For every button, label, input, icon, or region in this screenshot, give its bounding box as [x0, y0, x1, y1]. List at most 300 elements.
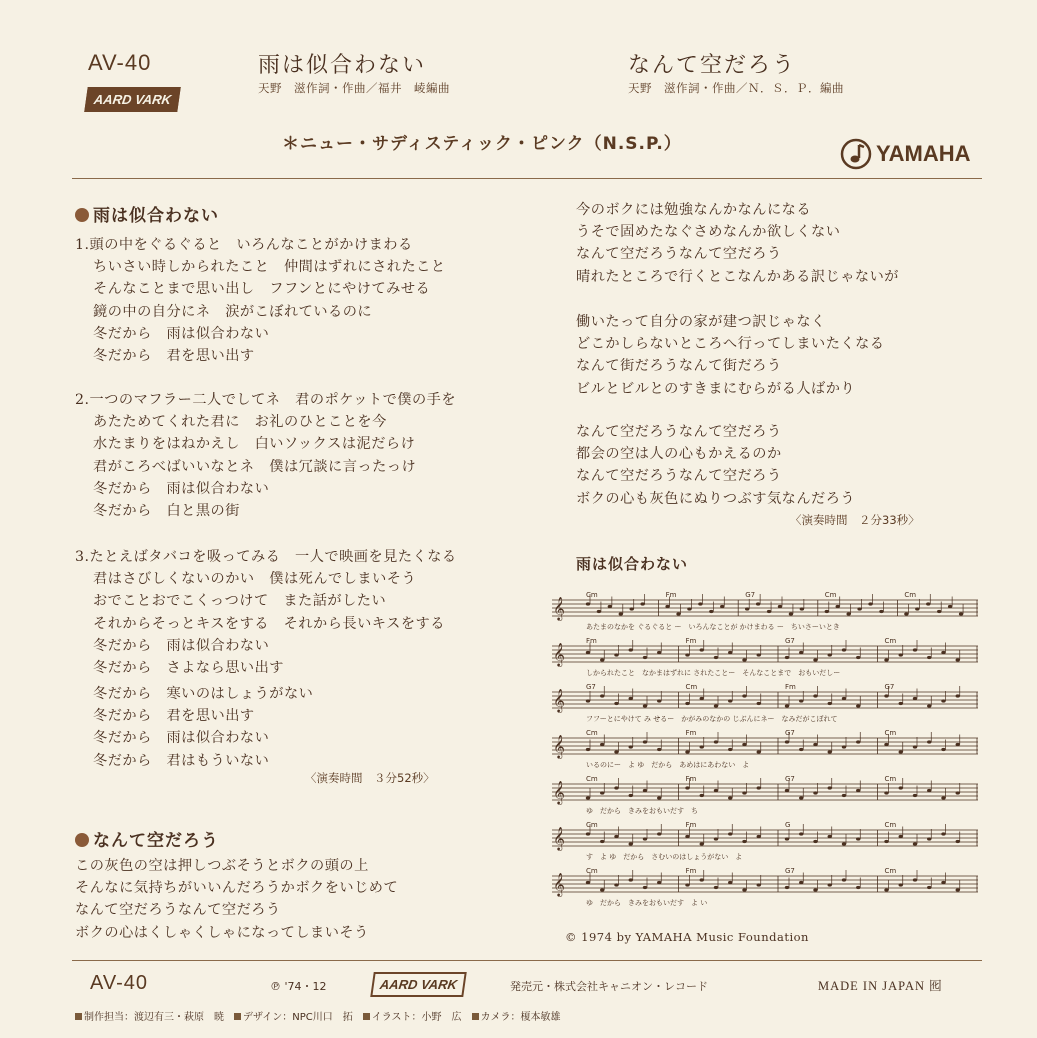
lyric-line: なんて空だろうなんて空だろう [576, 424, 782, 440]
made-in-japan [818, 976, 943, 994]
note-head [757, 835, 761, 838]
lyric-line: なんて空だろうなんて空だろう [75, 902, 281, 919]
note-head [600, 658, 604, 661]
note-head [687, 607, 691, 610]
note-head [608, 605, 612, 608]
note-head [643, 789, 647, 792]
staff-credit: デザイン：NPC川口 拓 [234, 1008, 353, 1023]
bullet-dot-icon [75, 833, 89, 847]
lyric-line: ボクの心も灰色にぬりつぶす気なんだろう [576, 490, 856, 507]
note-head [956, 743, 960, 746]
note-head [927, 837, 931, 840]
note-head [842, 697, 846, 700]
note-head [956, 694, 960, 697]
note-head [904, 612, 908, 615]
lyric-line: どこかしらないところへ行ってしまいたくなる [576, 336, 885, 353]
chord-symbol: Cm [685, 683, 698, 691]
lyric-line: なんて空だろうなんて空だろう [576, 246, 782, 263]
note-head [913, 697, 917, 700]
lyric-line: なんて街だろうなんて街だろう [576, 358, 782, 375]
note-head [685, 786, 689, 789]
note-head [926, 602, 930, 605]
staff-credits [75, 1008, 561, 1023]
chord-symbol: G7 [785, 729, 795, 737]
lyric-line: 君はさびしくないのかい 僕は死んでしまいそう [93, 571, 417, 588]
distributor: 発売元・株式会社キャニオン・レコード [510, 980, 708, 993]
note-head [813, 658, 817, 661]
note-head [828, 883, 832, 886]
note-head [614, 702, 618, 705]
note-head [956, 658, 960, 661]
sheet-music [552, 588, 978, 918]
note-head [767, 610, 771, 613]
note-head [842, 842, 846, 845]
note-head [714, 837, 718, 840]
note-head [657, 699, 661, 702]
square-bullet-icon [75, 1013, 82, 1020]
chord-symbol: Fm [685, 637, 697, 645]
catalog-number: AV-40 [88, 50, 152, 75]
treble-clef-icon: 𝄞 [553, 780, 565, 804]
note-head [657, 881, 661, 884]
side-a-credit: 天野 滋作詞・作曲／福井 崚編曲 [258, 81, 450, 95]
note-head [778, 605, 782, 608]
lyric-line: うそで固めたなぐさめなんか欲しくない [576, 224, 841, 241]
note-head [643, 837, 647, 840]
note-head [884, 658, 888, 661]
lyric-line: 冬だから 雨は似合わない [93, 480, 270, 497]
note-head [813, 743, 817, 746]
note-head [586, 748, 590, 751]
note-head [600, 840, 604, 843]
note-head [629, 648, 633, 651]
music-staff [552, 683, 978, 723]
treble-clef-icon: 𝄞 [553, 734, 565, 758]
note-head [629, 842, 633, 845]
score-lyric: いるのにー よ ゆ だから あめはにあわない よ [586, 761, 750, 769]
note-head [799, 832, 803, 835]
lyric-line: 冬だから 雨は似合わない [93, 730, 270, 747]
note-head [941, 881, 945, 884]
song2-verse-1 [75, 855, 398, 944]
note-head [714, 704, 718, 707]
note-head [586, 832, 590, 835]
note-head [856, 886, 860, 889]
chord-symbol: Fm [685, 867, 697, 875]
note-head [714, 886, 718, 889]
note-head [927, 704, 931, 707]
note-head [757, 653, 761, 656]
note-head [728, 881, 732, 884]
note-head [643, 886, 647, 889]
note-head [813, 888, 817, 891]
note-head [899, 786, 903, 789]
note-head [856, 704, 860, 707]
lyric-line: ちいさい時しかられたこと 仲間はずれにされたこと [93, 259, 446, 276]
music-staff [552, 637, 978, 677]
note-head [842, 794, 846, 797]
lyric-line: 働いたって自分の家が建つ訳じゃなく [576, 314, 826, 330]
note-head [941, 748, 945, 751]
note-head [629, 697, 633, 700]
lyric-line: 冬だから 雨は似合わない [93, 637, 270, 654]
note-head [619, 612, 623, 615]
lyric-line: 冬だから 寒いのはしょうがない [93, 686, 314, 702]
note-head [657, 748, 661, 751]
bullet-dot-icon [75, 208, 89, 222]
note-head [941, 832, 945, 835]
note-head [941, 796, 945, 799]
label-logo: AARD VARK [84, 87, 181, 112]
note-head [728, 651, 732, 654]
note-head [948, 605, 952, 608]
note-head [700, 697, 704, 700]
side-a-title: 雨は似合わない [258, 53, 427, 78]
note-head [927, 789, 931, 792]
lyric-line: ビルとビルとのすきまにむらがる人ばかり [576, 380, 856, 397]
note-head [586, 602, 590, 605]
note-head [685, 750, 689, 753]
note-head [799, 699, 803, 702]
song1-duration: 〈演奏時間 ３分52秒〉 [305, 771, 435, 785]
footer-label-logo: AARD VARK [370, 972, 467, 997]
note-head [941, 699, 945, 702]
note-head [614, 786, 618, 789]
chord-symbol: G7 [745, 591, 756, 599]
score-lyric: ゆ だから きみをおもいだす よ い [586, 899, 708, 907]
chord-symbol: Cm [884, 637, 897, 645]
chord-symbol: Fm [586, 637, 597, 645]
note-head [629, 745, 633, 748]
note-head [799, 651, 803, 654]
score-lyric: す よ ゆ だから さむいのはしょうがない よ [586, 853, 743, 861]
note-head [745, 607, 749, 610]
lyric-line: 1.頭の中をぐるぐると いろんなことがかけまわる [75, 237, 413, 253]
note-head [828, 702, 832, 705]
lyric-line: 水たまりをはねかえし 白いソックスは泥だらけ [93, 436, 416, 453]
lyric-line: 晴れたところで行くとこなんかある訳じゃないが [576, 268, 899, 285]
lyric-line: 冬だから 君を思い出す [93, 348, 255, 365]
lyric-line: それからそっとキスをする それから長いキスをする [93, 615, 445, 632]
note-head [799, 881, 803, 884]
chord-symbol: Cm [824, 591, 837, 599]
sheet-music-svg [552, 588, 978, 918]
note-head [643, 704, 647, 707]
chord-symbol: Fm [785, 683, 796, 691]
footer-divider [72, 960, 982, 961]
release-date: ℗ '74・12 [270, 980, 327, 993]
score-lyric: ゆ だから きみをおもいだす ち [586, 807, 698, 815]
note-head [742, 694, 746, 697]
note-head [685, 883, 689, 886]
note-head [586, 699, 590, 702]
made-in-text: MADE IN JAPAN [818, 979, 925, 993]
note-head [915, 607, 919, 610]
chord-symbol: Cm [904, 591, 917, 599]
chord-symbol: Cm [586, 867, 598, 875]
note-head [927, 740, 931, 743]
note-head [884, 694, 888, 697]
note-head [785, 704, 789, 707]
note-head [600, 743, 604, 746]
note-head [899, 653, 903, 656]
note-head [884, 840, 888, 843]
note-head [728, 699, 732, 702]
song2-duration: 〈演奏時間 ２分33秒〉 [790, 513, 920, 527]
yamaha-emblem-icon [840, 138, 872, 170]
header-divider [72, 178, 982, 179]
note-head [714, 740, 718, 743]
song1-verse-3 [75, 546, 457, 679]
note-head [742, 840, 746, 843]
note-head [720, 605, 724, 608]
note-head [884, 791, 888, 794]
lyric-line: 冬だから 君はもういない [93, 752, 270, 769]
song1-verse-4 [75, 683, 313, 772]
lyric-line: この灰色の空は押しつぶそうとボクの頭の上 [75, 858, 369, 874]
note-head [846, 612, 850, 615]
note-head [789, 612, 793, 615]
note-head [728, 796, 732, 799]
chord-symbol: G7 [785, 775, 795, 783]
note-head [799, 748, 803, 751]
note-head [614, 653, 618, 656]
treble-clef-icon: 𝄞 [553, 872, 565, 896]
chord-symbol: Cm [884, 821, 897, 829]
note-head [742, 791, 746, 794]
note-head [709, 610, 713, 613]
note-head [757, 786, 761, 789]
note-head [856, 789, 860, 792]
chord-symbol: G7 [785, 637, 795, 645]
note-head [700, 794, 704, 797]
note-head [728, 832, 732, 835]
score-lyric: しかられたこと なかまはずれに されたことー そんなことまで おもいだしー [586, 669, 841, 677]
note-head [857, 607, 861, 610]
note-head [813, 694, 817, 697]
side-b-title: なんて空だろう [628, 53, 797, 78]
staff-credit: 制作担当：渡辺有三・萩原 暁 [75, 1008, 224, 1023]
song2-heading: なんて空だろう [75, 826, 219, 851]
note-head [828, 835, 832, 838]
chord-symbol: Cm [586, 591, 598, 599]
square-bullet-icon [472, 1013, 479, 1020]
lyric-line: 3.たとえばタバコを吸ってみる 一人で映画を見たくなる [75, 549, 457, 565]
score-lyric: フフーとにやけて み せるー かがみのなかの じぶんにネー なみだがこぼれて [586, 715, 838, 723]
note-head [836, 605, 840, 608]
treble-clef-icon: 𝄞 [553, 826, 565, 850]
note-head [600, 791, 604, 794]
note-head [757, 750, 761, 753]
note-head [714, 789, 718, 792]
note-head [630, 607, 634, 610]
note-head [959, 612, 963, 615]
note-head [742, 888, 746, 891]
artist-name: ＊ニュー・サディスティック・ピンク（N.S.P.） [282, 134, 682, 154]
staff-credit: カメラ：榎本敏雄 [472, 1008, 561, 1023]
note-head [913, 648, 917, 651]
score-lyric: あたまのなかを ぐるぐると ー いろんなことが かけまわる ー ちいさーいとき [586, 623, 840, 631]
music-staff [552, 729, 978, 769]
note-head [676, 612, 680, 615]
chord-symbol: G [785, 821, 791, 829]
yamaha-logo [840, 138, 971, 170]
chord-symbol: Cm [586, 775, 598, 783]
note-head [640, 602, 644, 605]
note-head [586, 651, 590, 654]
side-b-credit: 天野 滋作詞・作曲／Ｎ．Ｓ．Ｐ．編曲 [628, 81, 844, 95]
lyric-line: ボクの心はくしゃくしゃになってしまいそう [75, 924, 369, 941]
lyric-line: 都会の空は人の心もかえるのか [576, 446, 782, 463]
copyright-notice: © 1974 by YAMAHA Music Foundation [565, 930, 809, 944]
music-staff [552, 867, 978, 907]
note-head [856, 656, 860, 659]
chord-symbol: G7 [586, 683, 596, 691]
chord-symbol: Cm [586, 821, 598, 829]
chord-symbol: Fm [665, 591, 677, 599]
note-head [714, 656, 718, 659]
chord-symbol: Cm [884, 775, 897, 783]
note-head [842, 745, 846, 748]
treble-clef-icon: 𝄞 [553, 596, 565, 620]
note-head [614, 750, 618, 753]
lyric-line: 君がころべばいいなとネ 僕は冗談に言ったっけ [93, 458, 417, 475]
lyric-line: 冬だから 雨は似合わない [93, 325, 270, 342]
note-head [643, 740, 647, 743]
note-head [586, 881, 590, 884]
note-head [785, 740, 789, 743]
note-head [700, 878, 704, 881]
note-head [742, 658, 746, 661]
note-head [856, 837, 860, 840]
lyric-line: 冬だから 君を思い出す [93, 708, 255, 725]
treble-clef-icon: 𝄞 [553, 642, 565, 666]
note-head [785, 886, 789, 889]
note-head [937, 610, 941, 613]
song1-heading: 雨は似合わない [75, 201, 219, 226]
lyric-line: 冬だから 白と黒の街 [93, 503, 240, 520]
note-head [941, 651, 945, 654]
note-head [842, 878, 846, 881]
treble-clef-icon: 𝄞 [553, 688, 565, 712]
note-head [956, 840, 960, 843]
chord-symbol: Cm [884, 867, 897, 875]
note-head [813, 840, 817, 843]
note-head [842, 648, 846, 651]
note-head [956, 888, 960, 891]
note-head [600, 694, 604, 697]
note-head [913, 842, 917, 845]
note-head [868, 602, 872, 605]
note-head [785, 789, 789, 792]
note-head [600, 888, 604, 891]
lyric-line: そんなことまで思い出し フフンとにやけてみせる [93, 281, 431, 298]
note-head [899, 883, 903, 886]
note-head [927, 656, 931, 659]
lyric-line: 今のボクには勉強なんかなんになる [576, 202, 812, 218]
note-head [756, 602, 760, 605]
note-head [856, 740, 860, 743]
staff-credit: イラスト：小野 広 [363, 1008, 462, 1023]
chord-symbol: Fm [685, 775, 697, 783]
note-head [757, 883, 761, 886]
song1-verse-1 [75, 234, 446, 367]
note-head [884, 888, 888, 891]
note-head [956, 791, 960, 794]
chord-symbol: Cm [586, 729, 598, 737]
note-head [913, 794, 917, 797]
made-in-mark: 囮 [929, 979, 943, 993]
song2-verse-4 [576, 421, 855, 510]
note-head [800, 607, 804, 610]
chord-symbol: Fm [685, 729, 697, 737]
music-staff [552, 821, 978, 861]
lyric-line: おでことおでこくっつけて また話がしたい [93, 593, 387, 610]
lyric-line: そんなに気持ちがいいんだろうかボクをいじめて [75, 880, 399, 897]
note-head [657, 832, 661, 835]
lyric-line: あたためてくれた君に お礼のひとことを今 [93, 414, 387, 431]
note-head [728, 748, 732, 751]
chord-symbol: G7 [785, 867, 795, 875]
note-head [927, 886, 931, 889]
lyric-line: 冬だから さよなら思い出す [93, 660, 284, 677]
note-head [899, 835, 903, 838]
note-head [643, 656, 647, 659]
square-bullet-icon [234, 1013, 241, 1020]
note-head [685, 702, 689, 705]
chord-symbol: G7 [884, 683, 895, 691]
note-head [879, 610, 883, 613]
note-head [913, 745, 917, 748]
note-head [629, 878, 633, 881]
note-head [828, 750, 832, 753]
note-head [597, 610, 601, 613]
note-head [614, 883, 618, 886]
note-head [757, 702, 761, 705]
lyric-line: 鏡の中の自分にネ 涙がこぼれているのに [93, 303, 373, 320]
note-head [698, 602, 702, 605]
note-head [700, 842, 704, 845]
note-head [629, 794, 633, 797]
score-title: 雨は似合わない [576, 555, 689, 573]
yamaha-wordmark: YAMAHA [876, 141, 971, 166]
lyric-line: なんて空だろうなんて空だろう [576, 468, 782, 485]
note-head [825, 610, 829, 613]
note-head [742, 743, 746, 746]
note-head [700, 745, 704, 748]
note-head [785, 837, 789, 840]
footer-catalog-number: AV-40 [90, 972, 148, 994]
note-head [665, 605, 669, 608]
note-head [657, 651, 661, 654]
note-head [828, 786, 832, 789]
note-head [813, 791, 817, 794]
note-head [785, 656, 789, 659]
note-head [913, 878, 917, 881]
note-head [657, 796, 661, 799]
song1-verse-2 [75, 389, 456, 522]
note-head [685, 835, 689, 838]
note-head [700, 648, 704, 651]
note-head [899, 702, 903, 705]
note-head [685, 653, 689, 656]
note-head [799, 796, 803, 799]
song2-verse-3 [576, 311, 884, 400]
note-head [899, 750, 903, 753]
song2-verse-2 [576, 199, 899, 288]
note-head [586, 796, 590, 799]
note-head [884, 743, 888, 746]
